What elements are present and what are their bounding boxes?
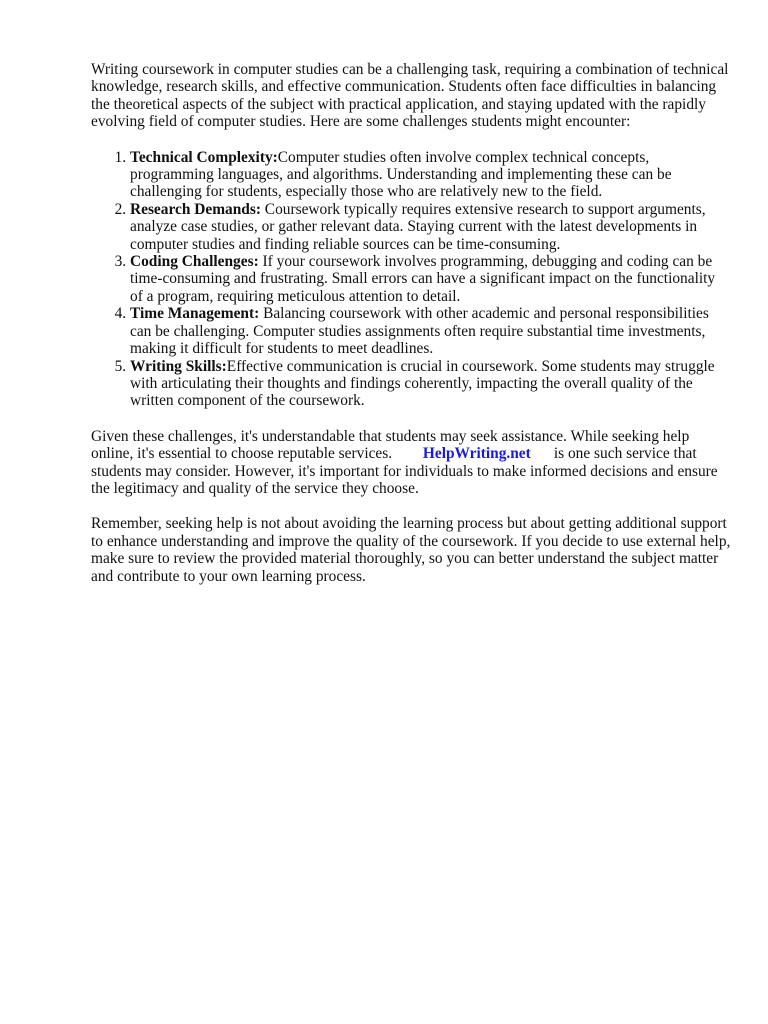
document-body (91, 61, 731, 603)
item-text: If your coursework involves programming, debugging and coding can be time-consuming and frustrating. Small errors can have a significant impact on the functionality of a program, requiring meticulous attention to detail. (130, 253, 716, 305)
remember-paragraph: Remember, seeking help is not about avoiding the learning process but about getting additional support to enhance understanding and improve the quality of the coursework. If you decide to use external help, make sure to review the provided material thoroughly, so you can better understand the subject matter and contribute to your own learning process. (91, 515, 731, 585)
given-text-after: is one such service that students may consider. However, it's important for individuals to make informed decisions and ensure the legitimacy and quality of the service they choose. (91, 445, 718, 497)
list-item-research-demands (130, 201, 731, 253)
item-title: Time Management: (130, 305, 260, 323)
item-title: Coding Challenges: (130, 253, 259, 271)
given-text-before: Given these challenges, it's understandable that students may seek assistance. While seeking help online, it's essential to choose reputable services. (91, 427, 690, 463)
item-title: Technical Complexity: (130, 148, 278, 166)
intro-paragraph: Writing coursework in computer studies can be a challenging task, requiring a combination of technical knowledge, research skills, and effective communication. Students often face difficulties in balancing the theoretical aspects of the subject with practical application, and staying updated with the rapidly evolving field of computer studies. Here are some challenges students might encounter: (91, 61, 729, 131)
item-title: Research Demands: (130, 200, 261, 218)
item-text: Coursework typically requires extensive research to support arguments, analyze case studies, or gather relevant data. Staying current with the latest developments in computer studies and finding reliable sources can be time-consuming. (130, 200, 706, 253)
item-title: Writing Skills: (130, 357, 227, 375)
helpwriting-link[interactable]: HelpWriting.net (422, 445, 531, 463)
list-item-writing-skills (130, 358, 731, 410)
challenges-list (91, 149, 731, 410)
list-item-technical-complexity (130, 149, 731, 201)
given-paragraph (91, 428, 731, 498)
item-text: Balancing coursework with other academic and personal responsibilities can be challenging. Computer studies assignments often require substantial time investments, making it difficult for students to meet deadlines. (130, 305, 709, 358)
list-item-time-management (130, 305, 731, 357)
item-text: Computer studies often involve complex technical concepts, programming languages, and algorithms. Understanding and implementing these can be challenging for students, especially those who are relatively new to the field. (130, 148, 672, 201)
list-item-coding-challenges (130, 253, 731, 305)
item-text: Effective communication is crucial in coursework. Some students may struggle with articulating their thoughts and findings coherently, impacting the overall quality of the written component of the coursework. (130, 357, 715, 410)
